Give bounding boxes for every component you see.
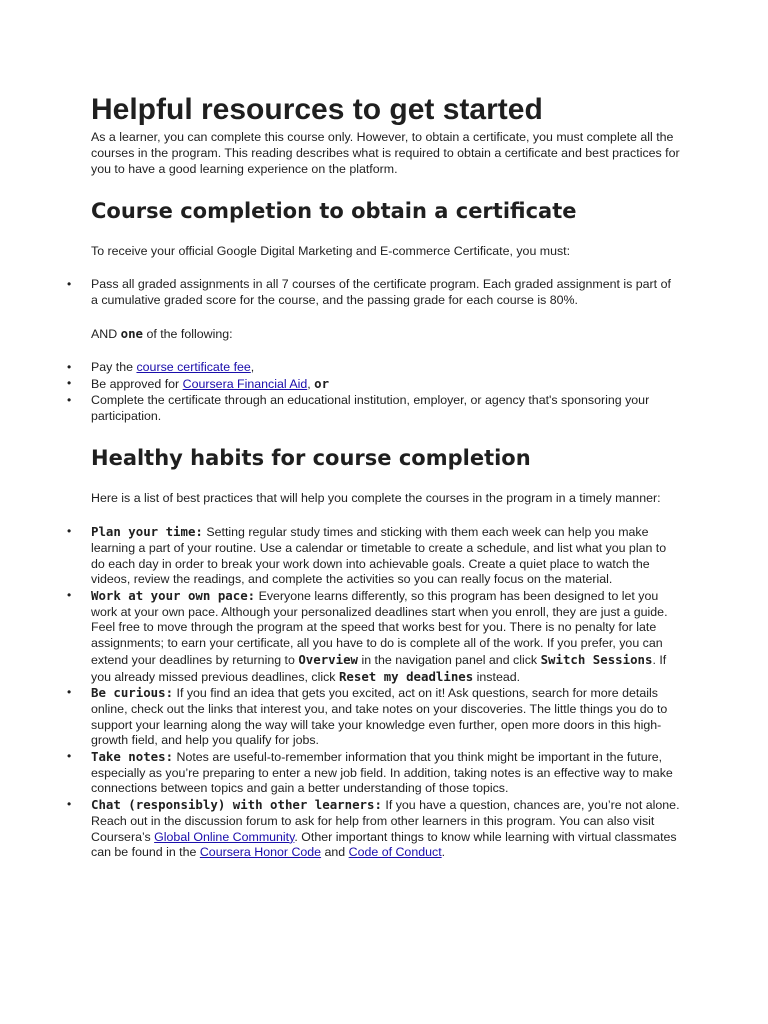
section-heading-habits: Healthy habits for course completion <box>91 446 531 471</box>
notes-text: Notes are useful-to-remember information that you think might be important in the future, especially as you’re preparing to enter a new job field. In addition, taking notes is an effective way to make connections between topics and gain a better understanding of those topics. <box>91 750 673 796</box>
code-of-conduct-link[interactable]: Code of Conduct <box>348 845 442 860</box>
and-prefix: AND <box>91 327 121 342</box>
habits-list <box>91 524 681 861</box>
list-item: • Pass all graded assignments in all 7 courses of the certificate program. Each graded assignment is part of a cumulative graded score for the course, and the passing grade for each course is 80%. <box>91 277 681 308</box>
plan-label: Plan your time: <box>91 524 203 540</box>
and-one-paragraph <box>91 326 681 342</box>
certificate-lead: To receive your official Google Digital Marketing and E-commerce Certificate, you must: <box>91 244 571 258</box>
plan-text: Setting regular study times and sticking with them each week can help you make learning a part of your routine. Use a calendar or timetable to create a schedule, and list what you plan to do each day in order to break your work down into achievable goals. Create a quiet place to watch the videos, review the readings, and complete the activities so you can really focus on the material. <box>91 525 667 587</box>
list-item: • Complete the certificate through an educational institution, employer, or agency that's sponsoring your participation. <box>91 393 681 424</box>
pace-text: instead. <box>473 669 521 684</box>
and-one-bold: one <box>120 326 143 342</box>
chat-text: . Other important things to know while learning with virtual classmates can be found in the <box>91 829 677 860</box>
pace-label: Work at your own pace: <box>91 588 256 604</box>
course-certificate-fee-link[interactable]: course certificate fee <box>136 360 251 375</box>
global-online-community-link[interactable]: Global Online Community <box>154 829 295 844</box>
financial-aid-link[interactable]: Coursera Financial Aid <box>182 377 308 392</box>
option-text: Be approved for <box>91 377 183 392</box>
option-text: , <box>250 360 255 375</box>
list-item <box>91 749 681 797</box>
reset-deadlines-bold: Reset my deadlines <box>338 668 474 684</box>
chat-text: . <box>441 845 446 860</box>
section-heading-certificate: Course completion to obtain a certificate <box>91 199 577 223</box>
pace-text: in the navigation panel and click <box>358 652 541 667</box>
pace-text: Everyone learns differently, so this program has been designed to let you work at your own pace. Although your personalized deadlines start when you enroll, they are just a guide. Feel free to move through the program at the speed that works best for you. There is no penalty for late assignments; to earn your certificate, all you have to do is complete all of the work. If you prefer, you can extend your deadlines by returning to <box>91 589 668 667</box>
chat-text: If you have a question, chances are, you’re not alone. Reach out in the discussion forum to ask for help from other learners in this program. You can also visit Coursera’s <box>91 798 680 844</box>
list-item <box>91 524 681 588</box>
intro-paragraph: As a learner, you can complete this course only. However, to obtain a certificate, you must complete all the courses in the program. This reading describes what is required to obtain a certificate and best practices for you to have a good learning experience on the platform. <box>91 130 680 176</box>
honor-code-link[interactable]: Coursera Honor Code <box>199 845 322 860</box>
list-item <box>91 376 681 393</box>
option-text: , <box>307 377 315 392</box>
curious-text: If you find an idea that gets you excited, act on it! Ask questions, search for more details online, check out the links that interest you, and take notes on your discoveries. The little things you do to support your learning along the way will take your knowledge even further, open more doors in this high-growth field, and help you qualify for jobs. <box>91 686 668 748</box>
list-item <box>91 588 681 685</box>
and-suffix: of the following: <box>143 327 233 342</box>
option-text: Pay the <box>91 360 137 375</box>
overview-bold: Overview <box>298 651 359 667</box>
document-page <box>91 92 681 861</box>
chat-label: Chat (responsibly) with other learners: <box>91 797 382 813</box>
list-item <box>91 685 681 749</box>
switch-sessions-bold: Switch Sessions <box>540 651 653 667</box>
page-title: Helpful resources to get started <box>91 93 543 126</box>
pace-text: . If you already missed previous deadlines, click <box>91 652 667 684</box>
or-bold: or <box>314 376 330 392</box>
habits-lead: Here is a list of best practices that will help you complete the courses in the program in a timely manner: <box>91 491 661 506</box>
notes-label: Take notes: <box>91 749 174 765</box>
list-item <box>91 360 681 376</box>
chat-text: and <box>321 845 349 860</box>
options-list <box>91 360 681 424</box>
list-item <box>91 797 681 861</box>
curious-label: Be curious: <box>91 685 174 701</box>
requirement-list <box>91 277 681 308</box>
